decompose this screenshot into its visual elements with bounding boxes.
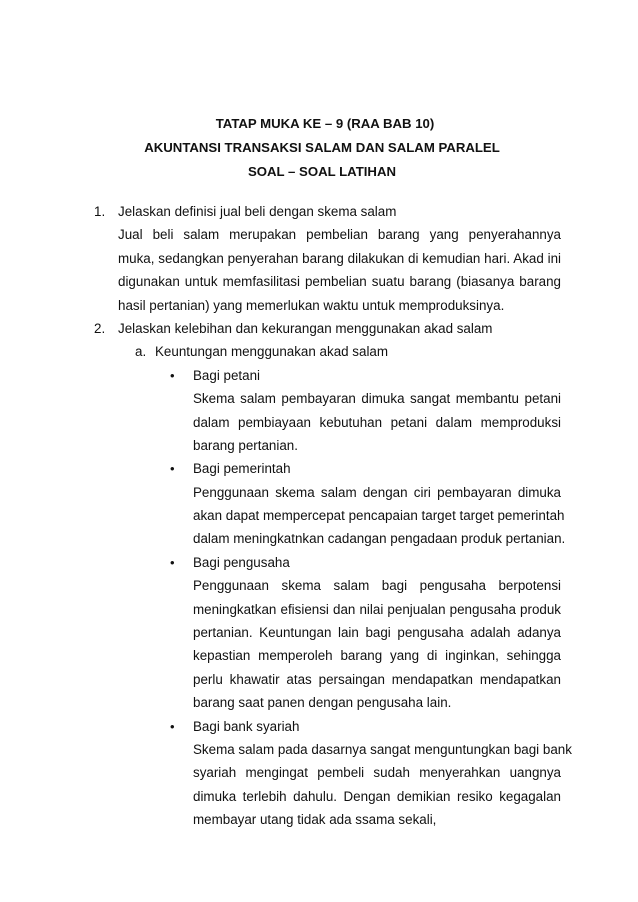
header-title: TATAP MUKA KE – 9 (RAA BAB 10)	[215, 116, 435, 131]
bullet-item	[0, 551, 638, 574]
bullet-text-line: Skema salam pada dasarnya sangat menguntungkan bagi bank	[193, 741, 572, 757]
answer-line: Jual beli salam merupakan pembelian barang yang penyerahannya	[118, 227, 561, 243]
bullet-item	[0, 715, 638, 738]
sub-item-text: Keuntungan menggunakan akad salam	[155, 344, 389, 360]
bullet-text-line: syariah mengingat pembeli sudah menyerahkan uangnya	[193, 765, 561, 781]
bullet-icon: •	[170, 718, 175, 734]
bullet-title: Bagi pengusaha	[193, 554, 290, 570]
bullet-title: Bagi petani	[193, 367, 261, 383]
question-2	[0, 317, 638, 340]
bullet-title: Bagi bank syariah	[193, 718, 300, 734]
document-body	[0, 200, 638, 832]
bullet-item	[0, 457, 638, 480]
bullet-item	[0, 364, 638, 387]
bullet-text-line: Skema salam pembayaran dimuka sangat membantu petani	[193, 391, 561, 407]
bullet-text-line: Penggunaan skema salam bagi pengusaha berpotensi	[193, 578, 561, 594]
answer-line: muka, sedangkan penyerahan barang dilakukan di kemudian hari. Akad ini	[118, 250, 561, 266]
question-text: Jelaskan definisi jual beli dengan skema salam	[118, 204, 397, 219]
bullet-icon: •	[170, 461, 175, 477]
header-subtitle: AKUNTANSI TRANSAKSI SALAM DAN SALAM PARALEL	[144, 140, 500, 155]
document-header	[0, 112, 638, 184]
sub-item-label: a.	[135, 344, 147, 360]
question-number: 2.	[94, 320, 106, 336]
bullet-text-line: dimuka terlebih dahulu. Dengan demikian resiko kegagalan	[193, 788, 561, 804]
bullet-text-line: akan dapat mempercepat pencapaian target target pemerintah	[193, 508, 565, 524]
header-section-title: SOAL – SOAL LATIHAN	[247, 164, 396, 179]
bullet-text-line: meningkatkan efisiensi dan nilai penjualan pengusaha produk	[193, 601, 561, 617]
bullet-icon: •	[170, 367, 175, 383]
question-1	[0, 200, 638, 223]
question-text: Jelaskan kelebihan dan kekurangan menggunakan akad salam	[118, 320, 493, 336]
bullet-text-line: membayar utang tidak ada ssama sekali,	[193, 812, 437, 828]
bullet-text-line: pertanian. Keuntungan lain bagi pengusaha adalah adanya	[193, 625, 561, 641]
bullet-text-line: perlu khawatir atas persaingan mendapatkan mendapatkan	[193, 671, 561, 687]
bullet-text-line: dalam meningkatnkan cadangan pengadaan produk pertanian.	[193, 531, 566, 547]
bullet-icon: •	[170, 554, 175, 570]
bullet-text-line: barang pertanian.	[193, 437, 298, 453]
bullet-text-line: barang saat panen dengan pengusaha lain.	[193, 695, 452, 711]
answer-line: digunakan untuk memfasilitasi pembelian suatu barang (biasanya barang	[118, 274, 561, 290]
bullet-title: Bagi pemerintah	[193, 461, 291, 477]
bullet-text-line: kepastian memperoleh barang yang di inginkan, sehingga	[193, 648, 561, 664]
sub-item-a	[135, 340, 638, 363]
bullet-text-line: Penggunaan skema salam dengan ciri pembayaran dimuka	[193, 484, 561, 500]
bullet-text-line: dalam pembiayaan kebutuhan petani dalam memproduksi	[193, 414, 561, 430]
answer-line: hasil pertanian) yang memerlukan waktu untuk memproduksinya.	[118, 297, 505, 313]
question-number: 1.	[94, 204, 106, 219]
